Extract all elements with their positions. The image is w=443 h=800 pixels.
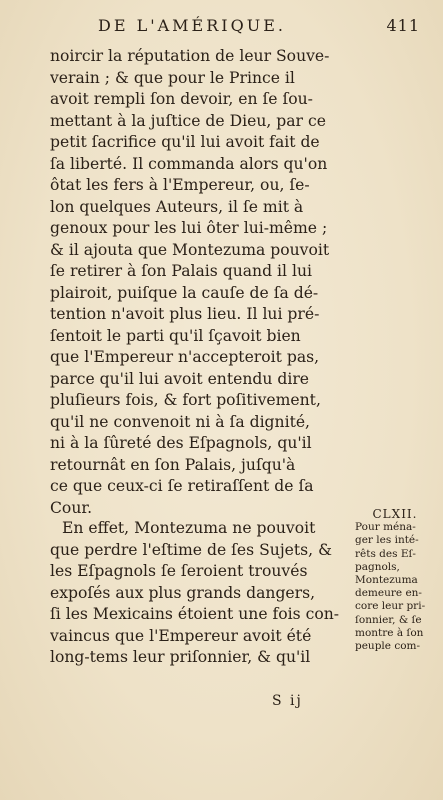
margin-note-number: CLXII. <box>372 507 418 521</box>
text-line: tention n'avoit plus lieu. Il lui pré- <box>50 305 320 323</box>
text-line: & il ajouta que Montezuma pouvoit <box>50 240 330 259</box>
running-head: DE L'AMÉRIQUE. <box>98 16 286 35</box>
text-line: ce que ceux-ci ſe retiraſſent de ſa <box>50 477 314 495</box>
text-line: avoit rempli ſon devoir, en ſe ſou- <box>50 90 313 108</box>
text-line: En effet, Montezuma ne pouvoit <box>62 519 316 537</box>
text-line: que perdre l'eſtime de ſes Sujets, & <box>50 540 332 559</box>
margin-note-line: Pour ména- <box>355 521 416 534</box>
signature-mark: S ij <box>272 693 303 709</box>
margin-note-line: demeure en- <box>355 587 422 600</box>
text-line: ſi les Mexicains étoient une fois con- <box>50 605 340 623</box>
text-line: qu'il ne convenoit ni à ſa dignité, <box>50 412 311 431</box>
margin-note-line: peuple com- <box>355 640 421 653</box>
paragraph-1 <box>50 46 355 519</box>
text-line: retournât en ſon Palais, juſqu'à <box>50 455 296 474</box>
margin-note-line: rêts des Eſ- <box>355 547 416 560</box>
margin-note-line: ger les inté- <box>355 534 419 547</box>
text-line: parce qu'il lui avoit entendu dire <box>50 369 310 388</box>
text-line: ſa liberté. Il commanda alors qu'on <box>50 154 328 173</box>
margin-note-line: core leur pri- <box>355 600 426 613</box>
text-line: petit ſacrifice qu'il lui avoit fait de <box>50 133 320 151</box>
margin-note-line: Montezuma <box>355 574 418 587</box>
margin-note-line: ſonnier, & ſe <box>355 613 422 626</box>
text-line: long-tems leur priſonnier, & qu'il <box>50 648 311 666</box>
text-line: ſe retirer à ſon Palais quand il lui <box>50 262 312 280</box>
paragraph-2 <box>50 518 355 669</box>
text-line: lon quelques Auteurs, il ſe mit à <box>50 197 304 216</box>
text-line: pluſieurs fois, & fort poſitivement, <box>50 391 321 409</box>
text-line: ni à la ſûreté des Eſpagnols, qu'il <box>50 434 312 452</box>
text-line: vaincus que l'Empereur avoit été <box>50 626 312 645</box>
text-line: genoux pour les lui ôter lui-même ; <box>50 219 328 237</box>
text-line: ſentoit le parti qu'il ſçavoit bien <box>50 326 301 345</box>
text-line: expoſés aux plus grands dangers, <box>50 583 316 602</box>
text-line: Cour. <box>50 498 93 517</box>
text-line: noircir la réputation de leur Souve- <box>50 47 330 65</box>
margin-note-line: pagnols, <box>355 560 400 573</box>
page-header <box>70 16 420 38</box>
text-line: verain ; & que pour le Prince il <box>50 68 295 87</box>
text-line: les Eſpagnols ſe ſeroient trouvés <box>50 562 308 580</box>
text-line: que l'Empereur n'accepteroit pas, <box>50 348 320 366</box>
text-line: plairoit, puiſque la cauſe de ſa dé- <box>50 283 319 302</box>
margin-note-line: montre à ſon <box>355 626 424 639</box>
margin-note <box>355 508 435 653</box>
text-line: mettant à la juſtice de Dieu, par ce <box>50 111 326 130</box>
page-number: 411 <box>386 16 420 35</box>
text-line: ôtat les fers à l'Empereur, ou, ſe- <box>50 176 310 194</box>
